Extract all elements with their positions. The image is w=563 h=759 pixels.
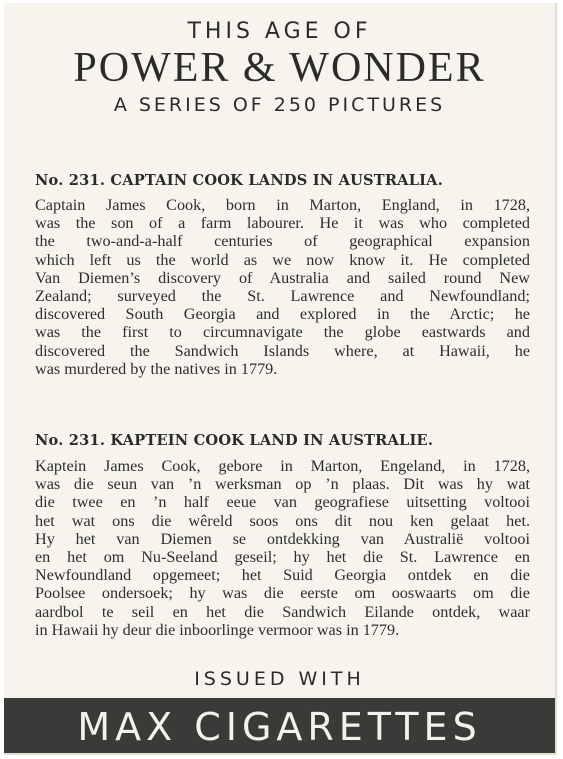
text-line: the two-and-a-half centuries of geographical expansion — [35, 232, 530, 251]
series-title: POWER & WONDER — [73, 45, 486, 91]
text-line: in Hawaii hy deur die inboorlinge vermoor was in 1779. — [35, 620, 400, 639]
series-heading-top: THIS AGE OF — [187, 19, 372, 44]
text-line: Poolsee ondersoek; hy was die eerste om ooswaarts om die — [35, 584, 530, 603]
brand-banner — [4, 698, 555, 755]
text-line: Captain James Cook, born in Marton, England, in 1728, — [35, 196, 530, 214]
text-line: was the son of a farm labourer. He it was who completed — [35, 214, 530, 233]
text-line: was die seun van ’n werksman op ’n plaas. Dit was hy wat — [35, 475, 530, 494]
cigarette-card-back — [4, 3, 557, 755]
text-line: which left us the world as we now know it. He completed — [35, 250, 530, 269]
brand-name: MAX CIGARETTES — [77, 704, 482, 749]
afrikaans-description — [35, 457, 530, 639]
text-line: Van Diemen’s discovery of Australia and sailed round New — [35, 268, 530, 287]
text-line: Hy het van Diemen se ontdekking van Australië voltooi — [35, 529, 530, 548]
text-line: was the first to circumnavigate the globe eastwards and — [35, 323, 530, 342]
text-line: Zealand; surveyed the St. Lawrence and Newfoundland; — [35, 287, 530, 306]
text-line: discovered South Georgia and explored in the Arctic; he — [35, 305, 530, 324]
text-line: Newfoundland opgemeet; het Suid Georgia ontdek en die — [35, 566, 530, 585]
text-line: Kaptein James Cook, gebore in Marton, Engeland, in 1728, — [35, 457, 530, 475]
text-line: het wat ons die wêreld soos ons dit nou ken gelaat het. — [35, 511, 530, 530]
text-line: die twee en ’n half eeue van geografiese uitsetting voltooi — [35, 493, 530, 512]
english-section-title: No. 231. CAPTAIN COOK LANDS IN AUSTRALIA. — [35, 172, 443, 189]
issued-with-label: ISSUED WITH — [194, 668, 365, 690]
text-line: en het om Nu-Seeland geseil; hy het die St. Lawrence en — [35, 548, 530, 567]
text-line: discovered the Sandwich Islands where, at Hawaii, he — [35, 341, 530, 360]
afrikaans-section-title: No. 231. KAPTEIN COOK LAND IN AUSTRALIE. — [35, 432, 434, 449]
english-description — [35, 196, 530, 378]
text-line: aardbol te seil en het die Sandwich Eilande ontdek, waar — [35, 602, 530, 621]
text-line: was murdered by the natives in 1779. — [35, 359, 278, 378]
series-subtitle: A SERIES OF 250 PICTURES — [113, 94, 446, 116]
